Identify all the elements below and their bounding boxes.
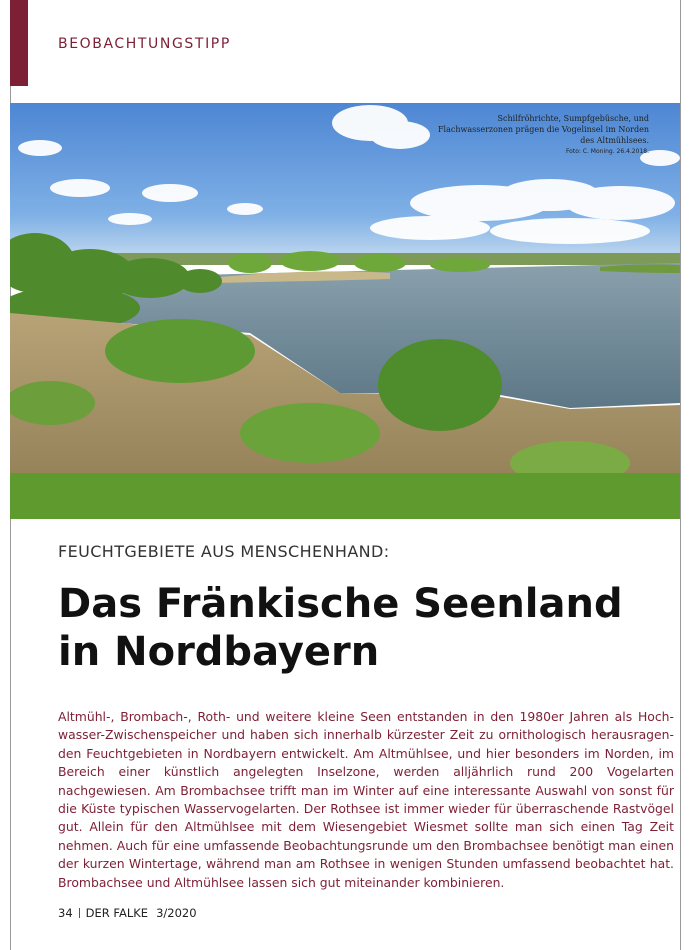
photo-credit: Foto: C. Moning. 26.4.2018. [565, 148, 649, 155]
landscape-photo [10, 103, 680, 519]
page-edge-right [680, 0, 681, 950]
page-footer [58, 906, 197, 920]
issue-number: 3/2020 [156, 906, 197, 920]
magazine-name: DER FALKE [85, 906, 149, 920]
meadow [10, 473, 680, 519]
footer-separator [79, 908, 80, 918]
photo-caption [430, 113, 649, 157]
page-number: 34 [58, 906, 73, 920]
lake-landscape-illustration [10, 103, 680, 519]
title-line-1: Das Fränkische Seenland [58, 581, 623, 627]
section-accent-bar [10, 0, 28, 86]
title-line-2: in Nordbayern [58, 629, 380, 675]
article-title [58, 580, 623, 676]
article-lead: Altmühl-, Brombach-, Roth- und weitere kleine Seen entstanden in den 1980er Jahren als Hochwasser-Zwischenspeicher und haben sich innerhalb kürzester Zeit zu ornithologisch herausragenden Feuchtgebieten in Nordbayern entwickelt. Am Altmühlsee, und hier besonders im Norden, im Bereich einer künstlich angelegten Inselzone, werden alljährlich rund 200 Vogelarten nachgewiesen. Am Brombachsee trifft man im Winter auf eine interessante Auswahl von sonst für die Küste typischen Wasservogelarten. Der Rothsee ist immer wieder für überraschende Rastvögel gut. Allein für den Altmühlsee mit dem Wiesengebiet Wiesmet sollte man sich einen Tag Zeit nehmen. Auch für eine umfassende Beobachtungsrunde um den Brombachsee benötigt man einen der kurzen Wintertage, während man am Rothsee in wenigen Stunden umfassend beobachtet hat. Brombachsee und Altmühlsee lassen sich gut miteinander kombinieren. [58, 709, 674, 890]
section-label: BEOBACHTUNGSTIPP [58, 36, 231, 52]
article-kicker: FEUCHTGEBIETE AUS MENSCHENHAND: [58, 542, 390, 561]
caption-text: Schilfröhrichte, Sumpfgebüsche, und Flachwasserzonen prägen die Vogelinsel im Norden des Altmühlsees. [438, 114, 649, 145]
